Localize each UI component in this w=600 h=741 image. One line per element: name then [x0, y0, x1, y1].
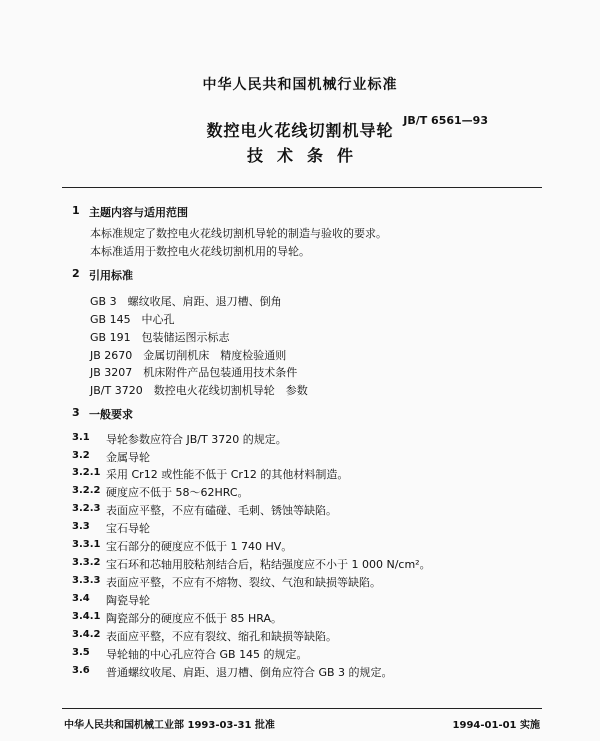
- clause-number: 3.4.1: [72, 611, 101, 622]
- reference-item: GB 3 螺纹收尾、肩距、退刀槽、倒角: [90, 295, 282, 308]
- clause-text: 采用 Cr12 或性能不低于 Cr12 的其他材料制造。: [106, 468, 349, 481]
- bottom-divider: [62, 708, 542, 709]
- reference-item: JB 2670 金属切削机床 精度检验通则: [90, 349, 287, 362]
- clause-text: 导轮参数应符合 JB/T 3720 的规定。: [106, 433, 287, 446]
- section-3-number: 3: [72, 406, 80, 419]
- section-1-number: 1: [72, 204, 80, 217]
- clause-number: 3.3.2: [72, 557, 101, 568]
- clause-number: 3.6: [72, 665, 90, 676]
- clause-text: 表面应平整，不应有裂纹、缩孔和缺损等缺陷。: [106, 630, 337, 643]
- reference-item: GB 145 中心孔: [90, 313, 175, 326]
- clause-number: 3.4.2: [72, 629, 101, 640]
- top-divider: [62, 187, 542, 188]
- section-1-paragraph: 本标准适用于数控电火花线切割机用的导轮。: [90, 245, 310, 258]
- reference-item: JB 3207 机床附件产品包装通用技术条件: [90, 366, 298, 379]
- clause-text: 宝石导轮: [106, 522, 150, 535]
- approval-line: 中华人民共和国机械工业部 1993-03-31 批准: [64, 720, 275, 731]
- section-2-number: 2: [72, 267, 80, 280]
- clause-number: 3.4: [72, 593, 90, 604]
- clause-text: 硬度应不低于 58～62HRC。: [106, 486, 249, 499]
- masthead: 中华人民共和国机械行业标准: [202, 77, 398, 93]
- clause-number: 3.3: [72, 521, 90, 532]
- clause-number: 3.3.3: [72, 575, 101, 586]
- clause-text: 宝石环和芯轴用胶粘剂结合后，粘结强度应不小于 1 000 N/cm²。: [106, 558, 431, 571]
- clause-text: 宝石部分的硬度应不低于 1 740 HV。: [106, 540, 293, 553]
- document-title: 数控电火花线切割机导轮: [206, 121, 394, 140]
- clause-text: 导轮轴的中心孔应符合 GB 145 的规定。: [106, 648, 308, 661]
- clause-text: 陶瓷导轮: [106, 594, 150, 607]
- clause-text: 陶瓷部分的硬度应不低于 85 HRA。: [106, 612, 282, 625]
- document-subtitle: 技术条件: [246, 146, 367, 165]
- clause-number: 3.1: [72, 432, 90, 443]
- clause-number: 3.2.2: [72, 485, 101, 496]
- clause-number: 3.2: [72, 450, 90, 461]
- section-3-title: 一般要求: [89, 408, 133, 421]
- clause-text: 普通螺纹收尾、肩距、退刀槽、倒角应符合 GB 3 的规定。: [106, 666, 393, 679]
- clause-number: 3.5: [72, 647, 90, 658]
- section-1-title: 主题内容与适用范围: [89, 206, 188, 219]
- reference-item: GB 191 包装储运图示标志: [90, 331, 230, 344]
- clause-number: 3.2.1: [72, 467, 101, 478]
- section-1-paragraph: 本标准规定了数控电火花线切割机导轮的制造与验收的要求。: [90, 227, 387, 240]
- clause-number: 3.2.3: [72, 503, 101, 514]
- clause-text: 金属导轮: [106, 451, 150, 464]
- implementation-date: 1994-01-01 实施: [452, 720, 540, 731]
- clause-number: 3.3.1: [72, 539, 101, 550]
- clause-text: 表面应平整，不应有不熔物、裂纹、气泡和缺损等缺陷。: [106, 576, 381, 589]
- section-2-title: 引用标准: [89, 269, 133, 282]
- standard-number: JB/T 6561—93: [403, 114, 488, 127]
- reference-item: JB/T 3720 数控电火花线切割机导轮 参数: [90, 384, 308, 397]
- clause-text: 表面应平整，不应有磕碰、毛刺、锈蚀等缺陷。: [106, 504, 337, 517]
